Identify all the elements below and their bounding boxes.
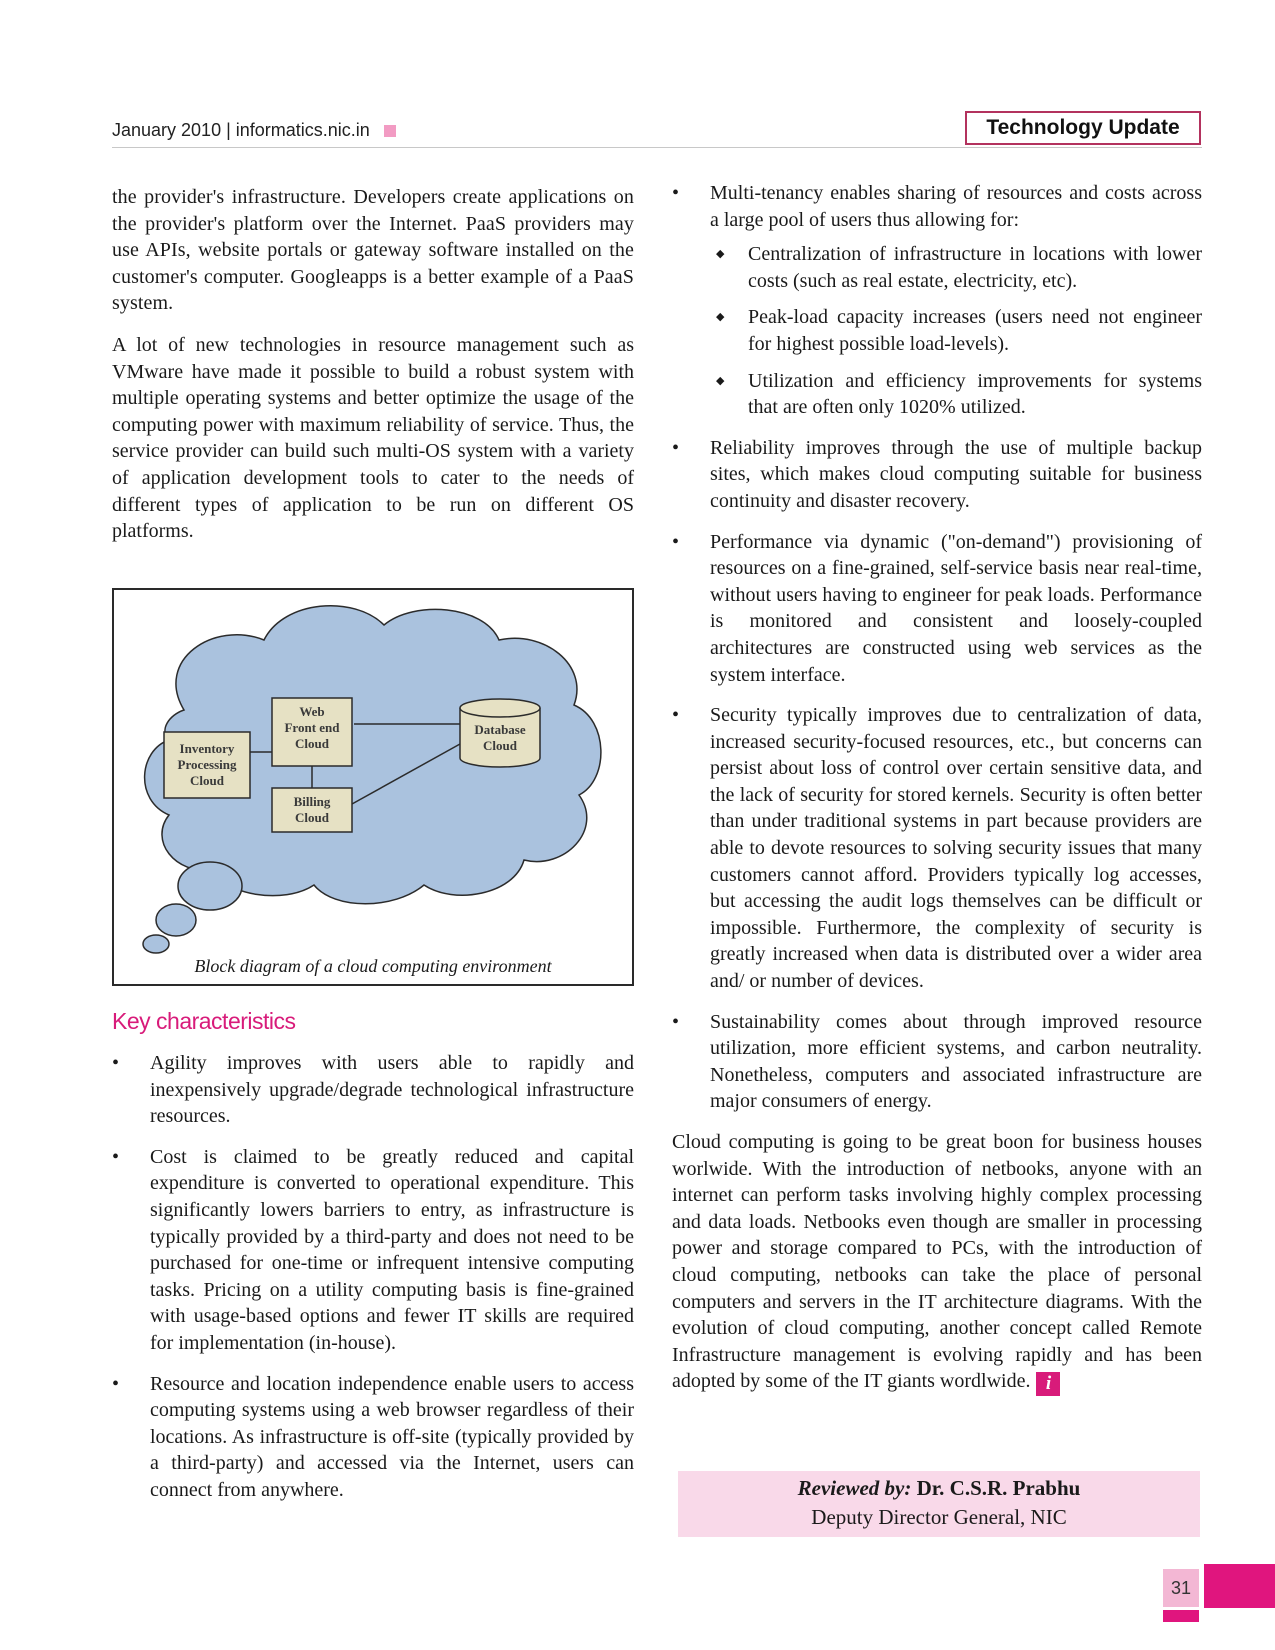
list-item-reliability: • Reliability improves through the use of multiple backup sites, which makes cloud computing suitable for business continuity and disaster recovery. [672, 435, 1202, 515]
cloud-diagram-figure [112, 588, 634, 986]
right-column [672, 180, 1202, 1396]
web-label-3: Cloud [295, 736, 329, 751]
page-number: 31 [1163, 1569, 1199, 1607]
cloud-diagram [114, 590, 632, 984]
section-label: Technology Update [965, 111, 1201, 145]
left-column-intro [112, 184, 634, 560]
database-cylinder-top [460, 699, 540, 717]
reviewer-title: Deputy Director General, NIC [811, 1505, 1067, 1529]
list-item: • Agility improves with users able to rapidly and inexpensively upgrade/degrade technological infrastructure resources. [112, 1050, 634, 1130]
inventory-label-1: Inventory [179, 741, 235, 756]
header-divider [112, 147, 1202, 148]
database-label-1: Database [474, 722, 526, 737]
conclusion-paragraph [672, 1129, 1202, 1396]
billing-label-1: Billing [293, 794, 331, 809]
reviewer-box [678, 1471, 1200, 1537]
section-heading: Key characteristics [112, 1008, 296, 1034]
list-item: • Cost is claimed to be greatly reduced and capital expenditure is converted to operational expenditure. This significantly lowers barriers to entry, as infrastructure is typically provided by a third-party and does not need to be purchased for one-time or infrequent intensive computing tasks. Pricing on a utility computing basis is fine-grained with usage-based options and fewer IT skills are required for implementation (in-house). [112, 1144, 634, 1357]
info-icon: i [1036, 1372, 1060, 1396]
inventory-label-2: Processing [177, 757, 237, 772]
sub-list-item: ◆ Utilization and efficiency improvements for systems that are often only 1020% utilized. [710, 368, 1202, 421]
database-label-2: Cloud [483, 738, 517, 753]
reviewer-line [678, 1474, 1200, 1503]
list-item-performance: • Performance via dynamic ("on-demand") provisioning of resources on a fine-grained, self-service basis near real-time, without users having to engineer for peak loads. Performance is monitored and consistent and loosely-coupled architectures are constructed using web services as the system interface. [672, 529, 1202, 689]
paragraph: the provider's infrastructure. Developers create applications on the provider's platform over the Internet. PaaS providers may use APIs, website portals or gateway software installed on the customer's computer. Googleapps is a better example of a PaaS system. [112, 186, 634, 315]
reviewer-label: Reviewed by: [797, 1476, 912, 1500]
footer-accent-strip [1163, 1610, 1199, 1622]
left-column-bullets [112, 1050, 634, 1518]
footer-accent-bar [1204, 1564, 1275, 1608]
sub-list-item: ◆ Centralization of infrastructure in locations with lower costs (such as real estate, electricity, etc). [710, 241, 1202, 294]
sub-list-item: ◆ Peak-load capacity increases (users need not engineer for highest possible load-levels). [710, 304, 1202, 357]
figure-caption: Block diagram of a cloud computing environment [194, 956, 552, 976]
web-label-2: Front end [284, 720, 340, 735]
header-publication [112, 120, 396, 141]
list-item: • Resource and location independence enable users to access computing systems using a web browser regardless of their locations. As infrastructure is off-site (typically provided by a third-party) and accessed via the Internet, users can connect from anywhere. [112, 1371, 634, 1504]
web-label-1: Web [299, 704, 325, 719]
paragraph: A lot of new technologies in resource management such as VMware have made it possible to build a robust system with multiple operating systems and better optimize the usage of the computing power with maximum reliability of service. Thus, the service provider can build such multi-OS system with a variety of application development tools to cater to the needs of different types of application to be run on different OS platforms. [112, 333, 634, 543]
inventory-label-3: Cloud [190, 773, 224, 788]
list-item-security: • Security typically improves due to centralization of data, increased security-focused resources, etc., but concerns can persist about loss of control over certain sensitive data, and the lack of security for stored kernels. Security is often better than under traditional systems in part because providers are able to devote resources to solving security issues that many customers cannot afford. Providers typically log accesses, but accessing the audit logs themselves can be difficult or impossible. Furthermore, the complexity of security is greatly increased when data is distributed over a wider area and/ or number of devices. [672, 702, 1202, 995]
list-item-text: Multi-tenancy enables sharing of resources and costs across a large pool of users thus allowing for: [710, 182, 1202, 231]
list-item-sustainability: • Sustainability comes about through improved resource utilization, more efficient systems, and carbon neutrality. Nonetheless, computers and associated infrastructure are major consumers of energy. [672, 1009, 1202, 1115]
header-date-site: January 2010 | informatics.nic.in [112, 120, 370, 140]
reviewer-name: Dr. C.S.R. Prabhu [916, 1476, 1081, 1500]
pink-square-icon [384, 125, 396, 137]
billing-label-2: Cloud [295, 810, 329, 825]
list-item-multitenancy [672, 180, 1202, 421]
conclusion-text: Cloud computing is going to be great boon for business houses worlwide. With the introduction of netbooks, anyone with an internet can perform tasks involving highly complex processing and data loads. Netbooks even though are smaller in processing power and storage compared to PCs, with the introduction of cloud computing, netbooks can take the place of personal computers and servers in the IT architecture diagrams. With the evolution of cloud computing, another concept called Remote Infrastructure management is evolving rapidly and has been adopted by some of the IT giants wordlwide. [672, 1131, 1202, 1393]
